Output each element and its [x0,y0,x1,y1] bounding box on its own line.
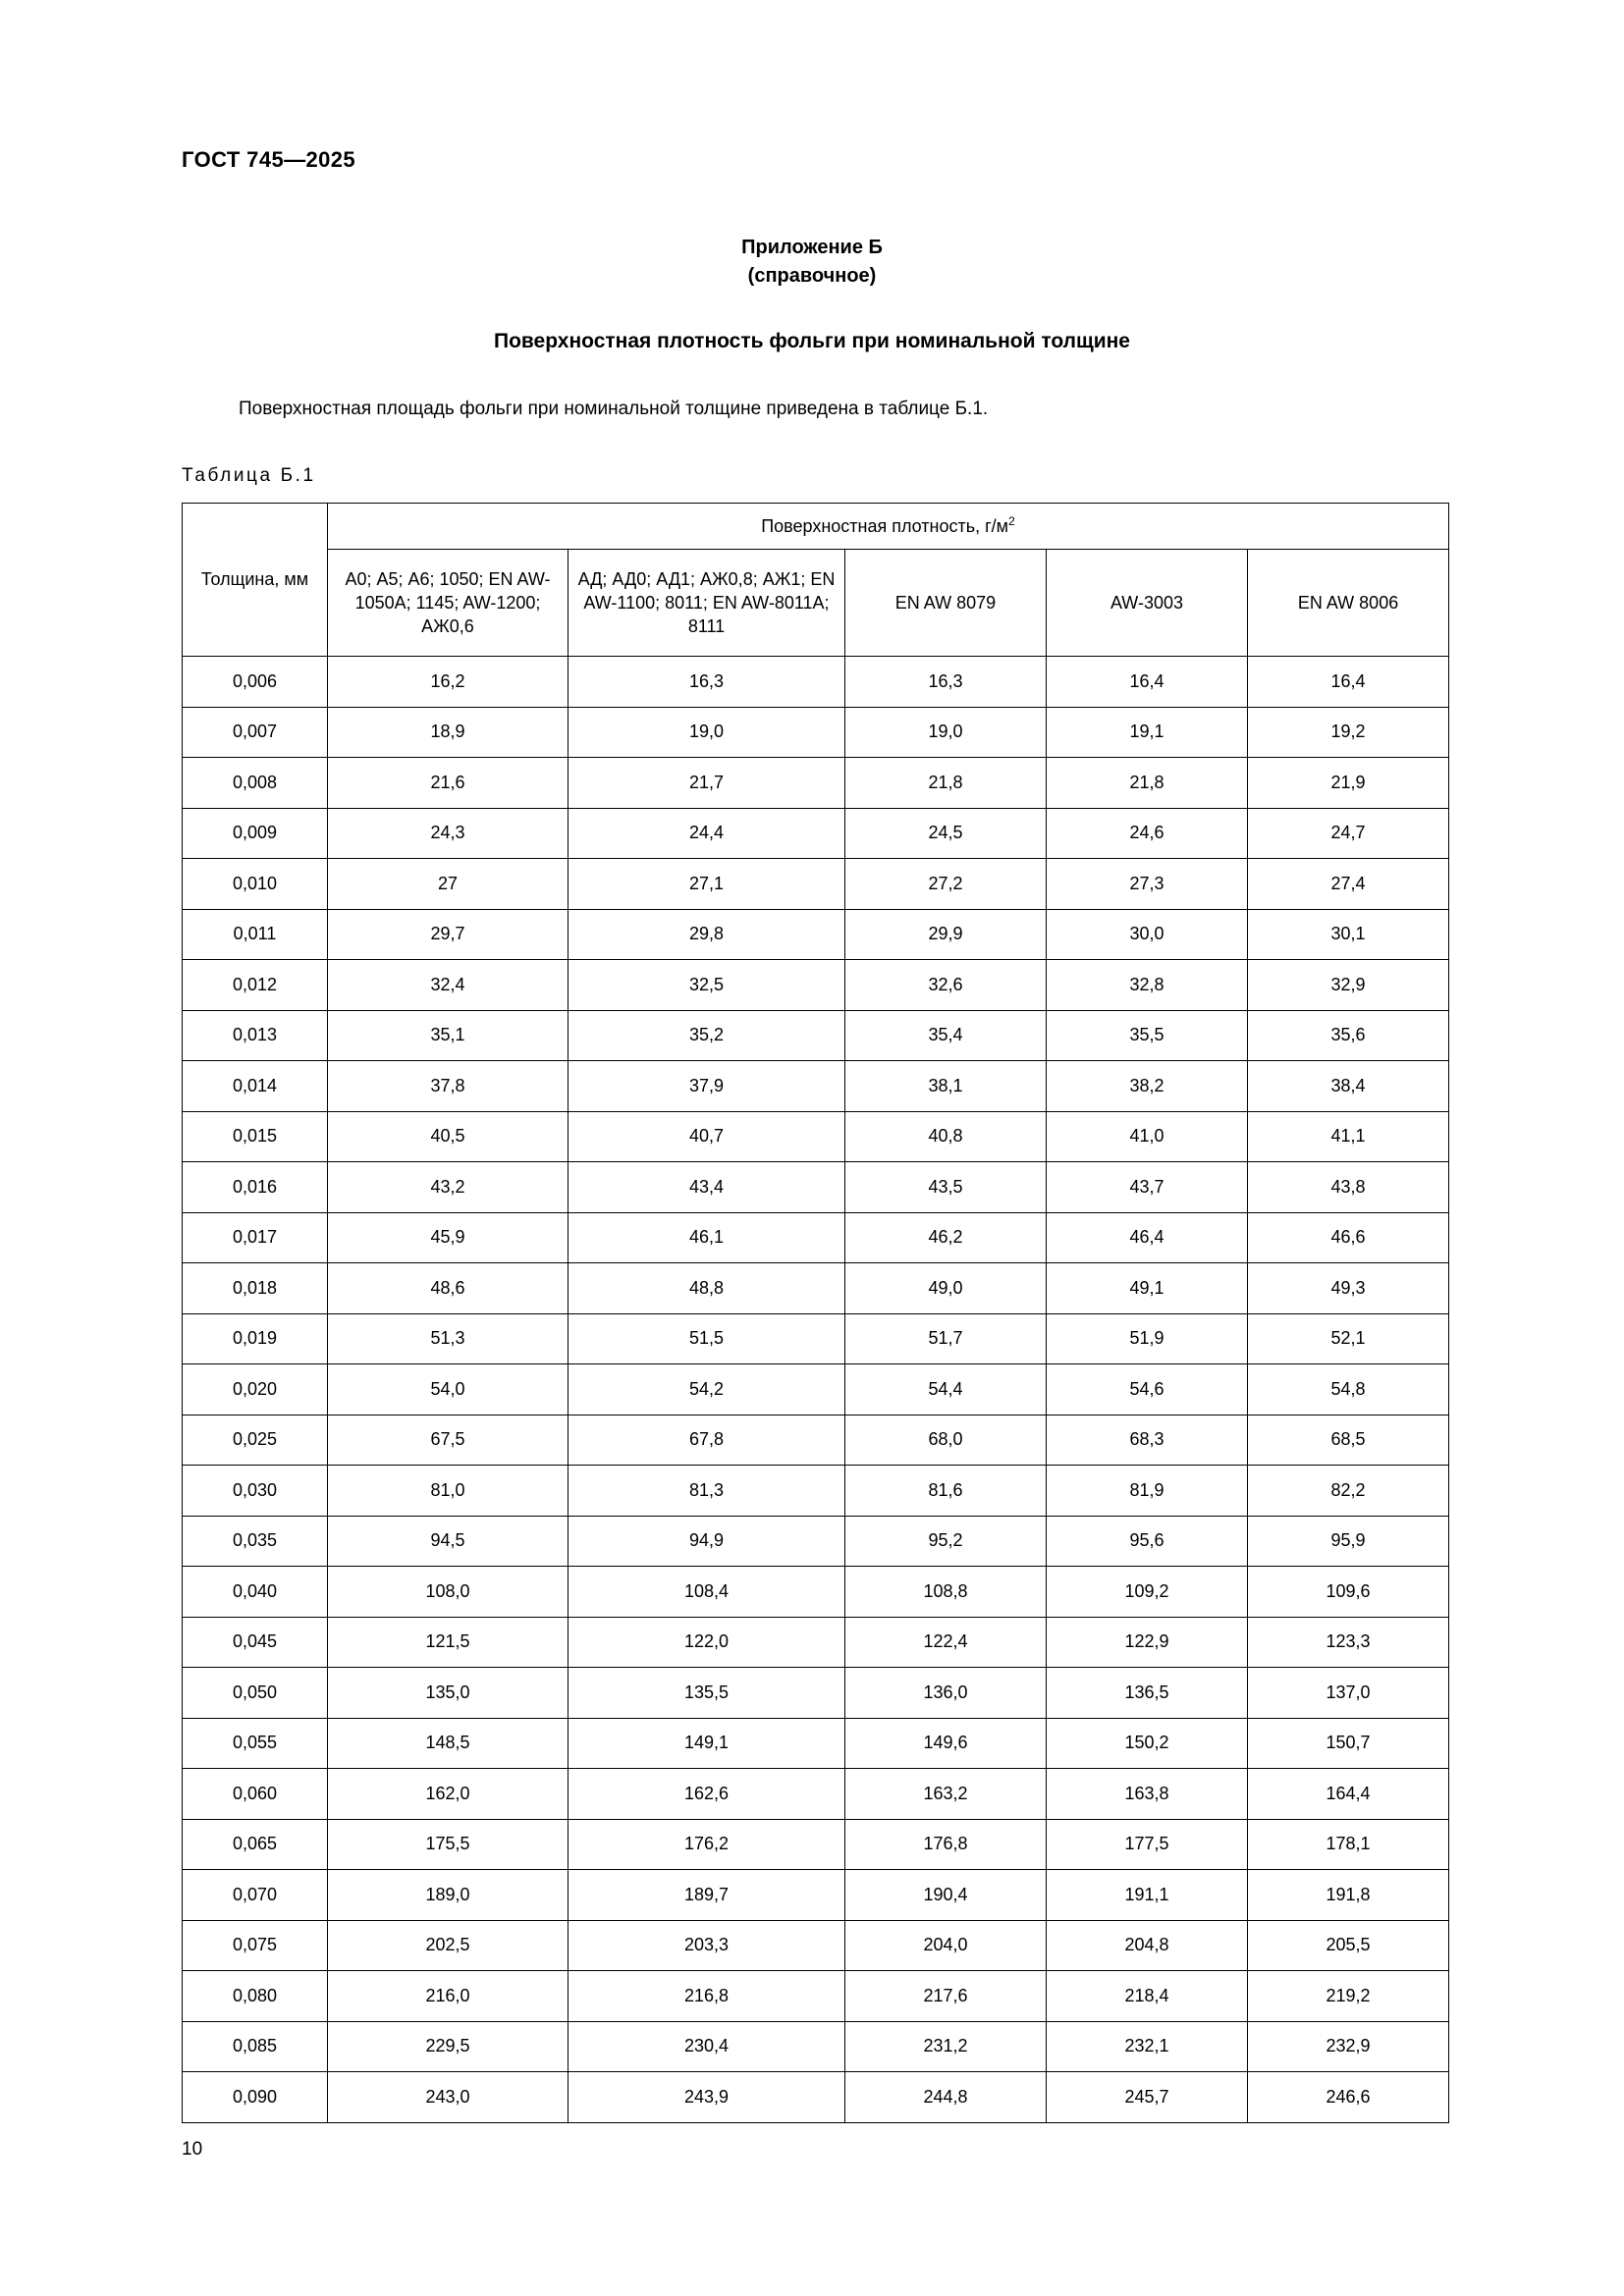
cell-density: 148,5 [328,1718,568,1769]
cell-thickness: 0,035 [183,1516,328,1567]
cell-density: 54,8 [1248,1364,1449,1415]
cell-density: 27,3 [1047,859,1248,910]
cell-density: 243,0 [328,2072,568,2123]
cell-density: 41,0 [1047,1111,1248,1162]
cell-density: 54,6 [1047,1364,1248,1415]
cell-density: 19,0 [568,707,845,758]
cell-thickness: 0,075 [183,1920,328,1971]
cell-density: 38,4 [1248,1061,1449,1112]
cell-thickness: 0,040 [183,1567,328,1618]
cell-density: 177,5 [1047,1819,1248,1870]
cell-density: 95,9 [1248,1516,1449,1567]
header-thickness: Толщина, мм [183,504,328,657]
table-body [183,657,1449,2123]
cell-thickness: 0,065 [183,1819,328,1870]
cell-density: 49,0 [845,1263,1047,1314]
cell-density: 30,0 [1047,909,1248,960]
cell-density: 19,2 [1248,707,1449,758]
cell-density: 16,2 [328,657,568,708]
cell-density: 245,7 [1047,2072,1248,2123]
cell-density: 43,2 [328,1162,568,1213]
cell-density: 176,2 [568,1819,845,1870]
cell-density: 150,7 [1248,1718,1449,1769]
cell-density: 203,3 [568,1920,845,1971]
table-row [183,1364,1449,1415]
table-row [183,1617,1449,1668]
cell-density: 48,6 [328,1263,568,1314]
cell-thickness: 0,085 [183,2021,328,2072]
cell-density: 46,6 [1248,1212,1449,1263]
cell-density: 135,5 [568,1668,845,1719]
cell-density: 217,6 [845,1971,1047,2022]
cell-density: 137,0 [1248,1668,1449,1719]
cell-density: 51,9 [1047,1313,1248,1364]
cell-density: 46,4 [1047,1212,1248,1263]
table-row [183,808,1449,859]
cell-density: 219,2 [1248,1971,1449,2022]
cell-density: 27 [328,859,568,910]
cell-density: 24,6 [1047,808,1248,859]
cell-density: 189,0 [328,1870,568,1921]
cell-density: 32,4 [328,960,568,1011]
cell-density: 232,9 [1248,2021,1449,2072]
cell-density: 230,4 [568,2021,845,2072]
cell-density: 27,4 [1248,859,1449,910]
cell-density: 43,5 [845,1162,1047,1213]
cell-density: 108,8 [845,1567,1047,1618]
cell-thickness: 0,055 [183,1718,328,1769]
cell-density: 37,9 [568,1061,845,1112]
cell-density: 205,5 [1248,1920,1449,1971]
cell-density: 38,2 [1047,1061,1248,1112]
cell-density: 109,2 [1047,1567,1248,1618]
cell-density: 54,0 [328,1364,568,1415]
cell-density: 32,6 [845,960,1047,1011]
table-row [183,758,1449,809]
table-row [183,2072,1449,2123]
cell-density: 41,1 [1248,1111,1449,1162]
cell-density: 190,4 [845,1870,1047,1921]
header-alloy-col-5: EN AW 8006 [1248,550,1449,657]
cell-density: 19,0 [845,707,1047,758]
table-row [183,1870,1449,1921]
header-alloy-col-2: АД; АД0; АД1; АЖ0,8; АЖ1; EN AW-1100; 8011; EN AW-8011A; 8111 [568,550,845,657]
appendix-title: Приложение Б [741,237,883,258]
cell-density: 136,0 [845,1668,1047,1719]
cell-density: 24,7 [1248,808,1449,859]
table-row [183,1819,1449,1870]
cell-thickness: 0,006 [183,657,328,708]
cell-thickness: 0,017 [183,1212,328,1263]
cell-density: 178,1 [1248,1819,1449,1870]
cell-density: 24,5 [845,808,1047,859]
cell-thickness: 0,012 [183,960,328,1011]
cell-density: 21,8 [1047,758,1248,809]
cell-thickness: 0,013 [183,1010,328,1061]
cell-density: 16,3 [568,657,845,708]
cell-density: 122,9 [1047,1617,1248,1668]
cell-density: 51,7 [845,1313,1047,1364]
cell-density: 82,2 [1248,1466,1449,1517]
cell-density: 27,1 [568,859,845,910]
cell-density: 16,4 [1248,657,1449,708]
cell-density: 94,5 [328,1516,568,1567]
cell-density: 51,5 [568,1313,845,1364]
cell-density: 29,8 [568,909,845,960]
cell-density: 38,1 [845,1061,1047,1112]
table-head [183,504,1449,657]
cell-density: 35,1 [328,1010,568,1061]
cell-density: 29,9 [845,909,1047,960]
cell-density: 246,6 [1248,2072,1449,2123]
cell-thickness: 0,014 [183,1061,328,1112]
cell-density: 40,8 [845,1111,1047,1162]
cell-density: 244,8 [845,2072,1047,2123]
cell-density: 94,9 [568,1516,845,1567]
cell-density: 48,8 [568,1263,845,1314]
table-row [183,1718,1449,1769]
cell-density: 21,9 [1248,758,1449,809]
cell-density: 81,6 [845,1466,1047,1517]
cell-density: 191,8 [1248,1870,1449,1921]
table-row [183,1263,1449,1314]
cell-thickness: 0,060 [183,1769,328,1820]
table-row [183,1162,1449,1213]
cell-density: 216,0 [328,1971,568,2022]
cell-density: 68,3 [1047,1415,1248,1466]
cell-density: 81,0 [328,1466,568,1517]
cell-density: 108,0 [328,1567,568,1618]
cell-thickness: 0,025 [183,1415,328,1466]
cell-density: 68,5 [1248,1415,1449,1466]
cell-density: 108,4 [568,1567,845,1618]
intro-paragraph: Поверхностная площадь фольги при номинальной толщине приведена в таблице Б.1. [239,399,989,419]
table-row [183,1466,1449,1517]
cell-density: 81,9 [1047,1466,1248,1517]
table-row [183,909,1449,960]
cell-density: 135,0 [328,1668,568,1719]
table-row [183,1061,1449,1112]
table-row [183,960,1449,1011]
cell-density: 163,8 [1047,1769,1248,1820]
cell-density: 243,9 [568,2072,845,2123]
cell-density: 35,6 [1248,1010,1449,1061]
cell-thickness: 0,008 [183,758,328,809]
cell-thickness: 0,090 [183,2072,328,2123]
cell-density: 176,8 [845,1819,1047,1870]
table-row [183,2021,1449,2072]
table-row [183,1920,1449,1971]
cell-density: 35,4 [845,1010,1047,1061]
cell-thickness: 0,009 [183,808,328,859]
cell-density: 163,2 [845,1769,1047,1820]
table-row [183,1415,1449,1466]
cell-density: 30,1 [1248,909,1449,960]
cell-density: 37,8 [328,1061,568,1112]
cell-density: 24,3 [328,808,568,859]
appendix-title-block [182,234,1442,291]
cell-density: 32,8 [1047,960,1248,1011]
cell-density: 81,3 [568,1466,845,1517]
cell-density: 45,9 [328,1212,568,1263]
table-row [183,1971,1449,2022]
table-row [183,1567,1449,1618]
cell-density: 35,5 [1047,1010,1248,1061]
cell-density: 189,7 [568,1870,845,1921]
cell-density: 54,2 [568,1364,845,1415]
header-unit-exponent: 2 [1008,513,1015,528]
surface-density-table [182,503,1449,2123]
cell-thickness: 0,045 [183,1617,328,1668]
table-row [183,1769,1449,1820]
cell-density: 216,8 [568,1971,845,2022]
cell-thickness: 0,070 [183,1870,328,1921]
table-row [183,707,1449,758]
cell-density: 95,6 [1047,1516,1248,1567]
cell-density: 229,5 [328,2021,568,2072]
cell-density: 24,4 [568,808,845,859]
header-surface-density: Поверхностная плотность, $г/м^2$ [328,504,1449,550]
cell-density: 43,8 [1248,1162,1449,1213]
cell-density: 18,9 [328,707,568,758]
cell-thickness: 0,080 [183,1971,328,2022]
cell-density: 121,5 [328,1617,568,1668]
cell-density: 40,7 [568,1111,845,1162]
cell-density: 67,8 [568,1415,845,1466]
cell-density: 204,0 [845,1920,1047,1971]
cell-density: 19,1 [1047,707,1248,758]
cell-density: 46,1 [568,1212,845,1263]
cell-density: 218,4 [1047,1971,1248,2022]
page-number: 10 [182,2139,203,2160]
table-row [183,1212,1449,1263]
cell-density: 109,6 [1248,1567,1449,1618]
cell-thickness: 0,050 [183,1668,328,1719]
table-row [183,1516,1449,1567]
table-row [183,657,1449,708]
cell-density: 162,6 [568,1769,845,1820]
cell-density: 51,3 [328,1313,568,1364]
cell-density: 16,3 [845,657,1047,708]
cell-thickness: 0,007 [183,707,328,758]
cell-density: 162,0 [328,1769,568,1820]
section-heading: Поверхностная плотность фольги при номинальной толщине [494,330,1130,352]
cell-density: 27,2 [845,859,1047,910]
cell-density: 29,7 [328,909,568,960]
cell-density: 21,7 [568,758,845,809]
table-row [183,1313,1449,1364]
cell-density: 54,4 [845,1364,1047,1415]
cell-thickness: 0,010 [183,859,328,910]
cell-density: 95,2 [845,1516,1047,1567]
cell-density: 122,4 [845,1617,1047,1668]
table-caption: Таблица Б.1 [182,465,316,486]
cell-density: 204,8 [1047,1920,1248,1971]
cell-density: 32,9 [1248,960,1449,1011]
cell-thickness: 0,019 [183,1313,328,1364]
document-standard-header: ГОСТ 745—2025 [182,147,356,172]
cell-density: 67,5 [328,1415,568,1466]
header-alloy-col-3: EN AW 8079 [845,550,1047,657]
table-row [183,859,1449,910]
table-header-row-columns [183,550,1449,657]
cell-density: 21,8 [845,758,1047,809]
table-row [183,1111,1449,1162]
cell-density: 46,2 [845,1212,1047,1263]
table-header-row-group [183,504,1449,550]
cell-density: 68,0 [845,1415,1047,1466]
cell-density: 136,5 [1047,1668,1248,1719]
cell-density: 32,5 [568,960,845,1011]
cell-density: 49,1 [1047,1263,1248,1314]
cell-density: 231,2 [845,2021,1047,2072]
cell-density: 122,0 [568,1617,845,1668]
cell-density: 123,3 [1248,1617,1449,1668]
cell-density: 149,6 [845,1718,1047,1769]
cell-thickness: 0,011 [183,909,328,960]
cell-density: 202,5 [328,1920,568,1971]
cell-density: 52,1 [1248,1313,1449,1364]
cell-density: 40,5 [328,1111,568,1162]
table-row [183,1668,1449,1719]
cell-density: 16,4 [1047,657,1248,708]
cell-density: 150,2 [1047,1718,1248,1769]
cell-density: 43,7 [1047,1162,1248,1213]
cell-density: 149,1 [568,1718,845,1769]
cell-thickness: 0,015 [183,1111,328,1162]
cell-density: 191,1 [1047,1870,1248,1921]
table-row [183,1010,1449,1061]
cell-density: 164,4 [1248,1769,1449,1820]
cell-density: 49,3 [1248,1263,1449,1314]
cell-density: 35,2 [568,1010,845,1061]
appendix-subtitle: (справочное) [747,265,877,287]
cell-thickness: 0,016 [183,1162,328,1213]
cell-thickness: 0,030 [183,1466,328,1517]
cell-density: 175,5 [328,1819,568,1870]
cell-density: 43,4 [568,1162,845,1213]
header-alloy-col-1: А0; А5; А6; 1050; EN AW-1050A; 1145; AW-1200; АЖ0,6 [328,550,568,657]
cell-density: 232,1 [1047,2021,1248,2072]
cell-thickness: 0,020 [183,1364,328,1415]
cell-density: 21,6 [328,758,568,809]
cell-thickness: 0,018 [183,1263,328,1314]
header-alloy-col-4: AW-3003 [1047,550,1248,657]
